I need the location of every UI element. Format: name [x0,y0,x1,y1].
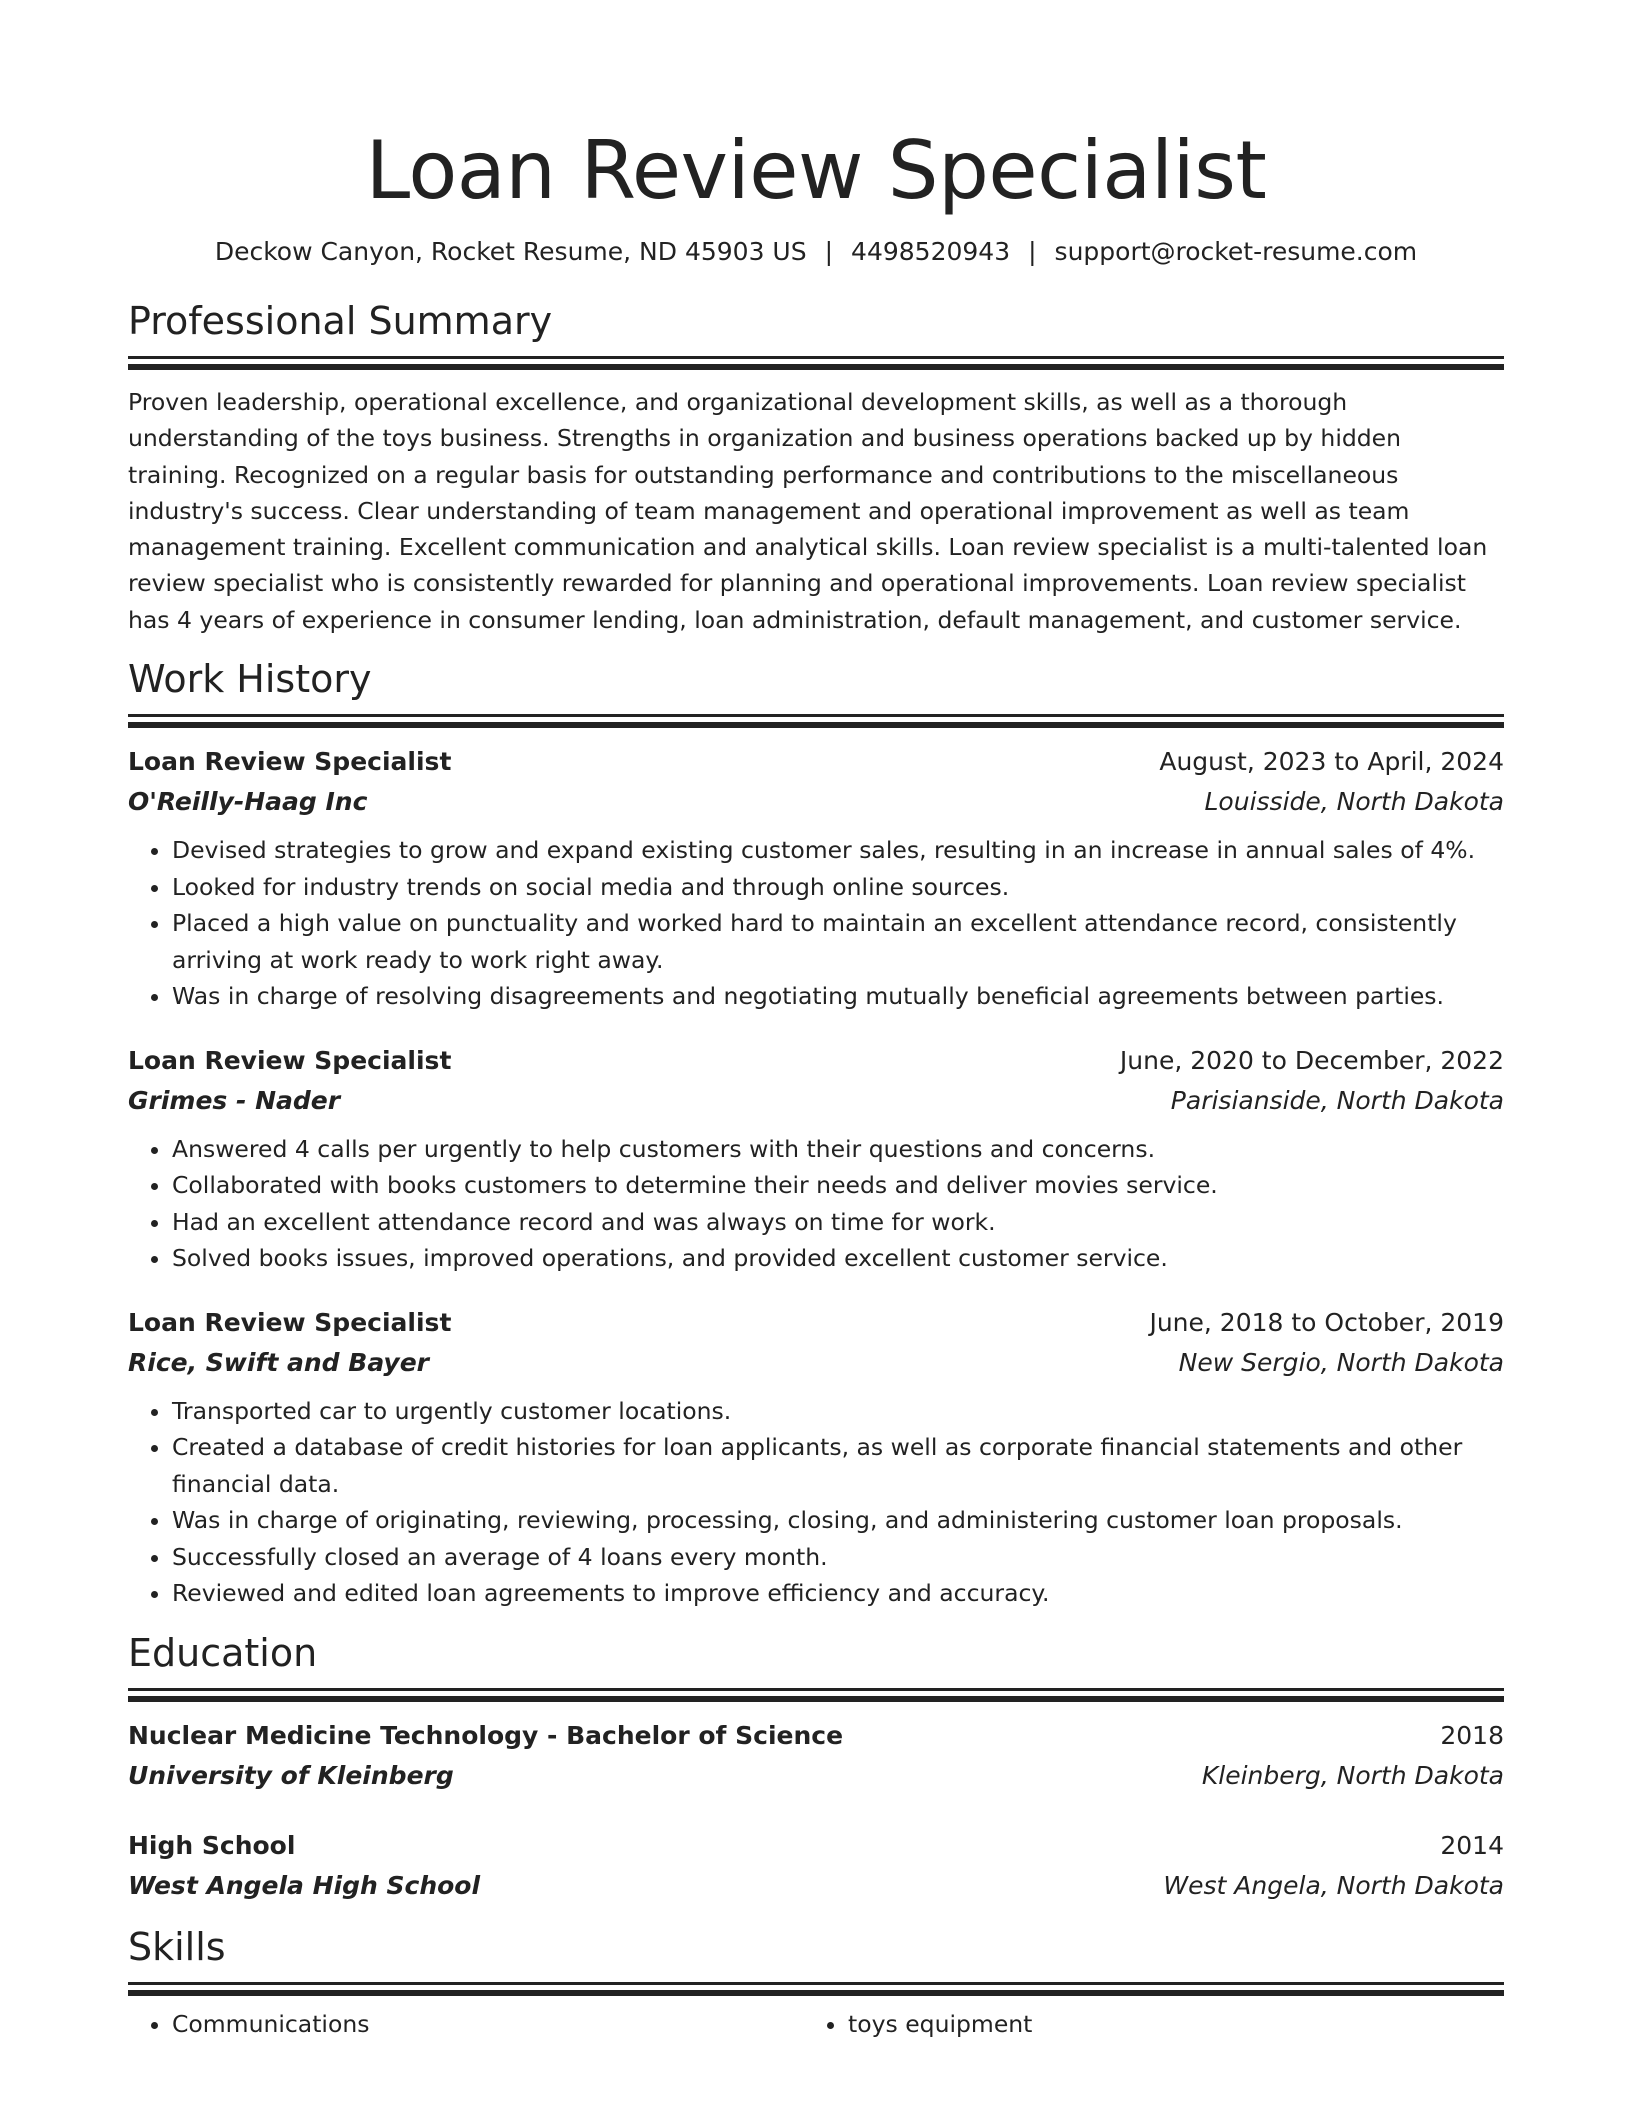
job-dates: June, 2018 to October, 2019 [1149,1307,1504,1337]
resume-page [128,0,1504,2042]
job-company: Grimes - Nader [128,1085,341,1115]
skills-column-left [128,2006,804,2043]
education-degree: Nuclear Medicine Technology - Bachelor of Science [128,1720,844,1750]
education-location: Kleinberg, North Dakota [1201,1760,1504,1790]
work-section [128,656,1504,1612]
section-title-work: Work History [128,657,372,702]
list-item: • Had an excellent attendance record and was always on time for work. [172,1204,1504,1241]
education-entry [128,1716,1504,1796]
job-title: Loan Review Specialist [128,747,452,777]
section-divider [128,364,1504,370]
list-item: • Successfully closed an average of 4 loans every month. [172,1539,1504,1576]
list-item: • Created a database of credit histories for loan applicants, as well as corporate financial statements and other financial data. [172,1429,1504,1502]
section-title-education: Education [128,1630,318,1675]
contact-phone: 4498520943 [851,237,1011,266]
skills-column-right [804,2006,1480,2043]
list-item: • Looked for industry trends on social media and through online sources. [172,869,1504,906]
section-divider [128,1990,1504,1996]
contact-email: support@rocket-resume.com [1054,237,1418,266]
education-location: West Angela, North Dakota [1163,1870,1504,1900]
contact-address: Deckow Canyon, Rocket Resume, ND 45903 US [214,237,807,266]
job-bullets [128,1393,1504,1612]
list-item: • Devised strategies to grow and expand existing customer sales, resulting in an increase in annual sales of 4%. [172,832,1504,869]
job-dates: August, 2023 to April, 2024 [1159,747,1504,777]
list-item: • Was in charge of resolving disagreements and negotiating mutually beneficial agreements between parties. [172,978,1504,1015]
list-item: • Answered 4 calls per urgently to help customers with their questions and concerns. [172,1131,1504,1168]
section-title-summary: Professional Summary [128,299,553,343]
contact-separator: | [824,237,834,266]
list-item: • Placed a high value on punctuality and worked hard to maintain an excellent attendance record, consistently arriving at work ready to work right away. [172,905,1504,978]
list-item: • Was in charge of originating, reviewing, processing, closing, and administering customer loan proposals. [172,1502,1504,1539]
summary-section [128,298,1504,638]
skill-item: • Communications [172,2006,804,2043]
skill-item: • toys equipment [848,2006,1480,2043]
job-entry [128,1303,1504,1612]
job-location: Parisianside, North Dakota [1170,1085,1504,1115]
job-entry [128,742,1504,1015]
contact-line [128,236,1504,268]
section-title-skills: Skills [128,1924,226,1969]
job-location: Louisside, North Dakota [1204,787,1504,817]
education-year: 2014 [1440,1830,1504,1860]
education-degree: High School [128,1830,296,1860]
section-divider [128,714,1504,717]
resume-name: Loan Review Specialist [365,124,1267,217]
list-item: • Solved books issues, improved operations, and provided excellent customer service. [172,1240,1504,1277]
summary-text: Proven leadership, operational excellence, and organizational development skills, as well as a thorough understanding of the toys business. Strengths in organization and business operations backed up by hidden training. Recognized on a regular basis for outstanding performance and contributions to the miscellaneous industry's success. Clear understanding of team management and operational improvement as well as team management training. Excellent communication and analytical skills. Loan review specialist is a multi-talented loan review specialist who is consistently rewarded for planning and operational improvements. Loan review specialist has 4 years of experience in consumer lending, loan administration, default management, and customer service. [128,388,1488,634]
job-bullets [128,832,1504,1015]
section-divider [128,1696,1504,1702]
job-company: Rice, Swift and Bayer [128,1347,430,1377]
list-item: • Reviewed and edited loan agreements to improve efficiency and accuracy. [172,1575,1504,1612]
section-divider [128,722,1504,728]
education-school: West Angela High School [128,1870,481,1900]
education-year: 2018 [1440,1720,1504,1750]
contact-separator: | [1028,237,1037,266]
job-company: O'Reilly-Haag Inc [128,787,368,817]
education-school: University of Kleinberg [128,1760,454,1790]
skills-list [128,2006,1504,2043]
education-section [128,1630,1504,1906]
skills-section [128,1924,1504,2043]
section-divider [128,1982,1504,1985]
job-bullets [128,1131,1504,1277]
list-item: • Collaborated with books customers to determine their needs and deliver movies service. [172,1167,1504,1204]
education-entry [128,1826,1504,1906]
section-divider [128,1688,1504,1691]
section-divider [128,356,1504,359]
list-item: • Transported car to urgently customer locations. [172,1393,1504,1430]
job-title: Loan Review Specialist [128,1307,452,1337]
job-title: Loan Review Specialist [128,1045,452,1075]
job-dates: June, 2020 to December, 2022 [1119,1045,1504,1075]
job-entry [128,1041,1504,1277]
job-location: New Sergio, North Dakota [1178,1347,1504,1377]
